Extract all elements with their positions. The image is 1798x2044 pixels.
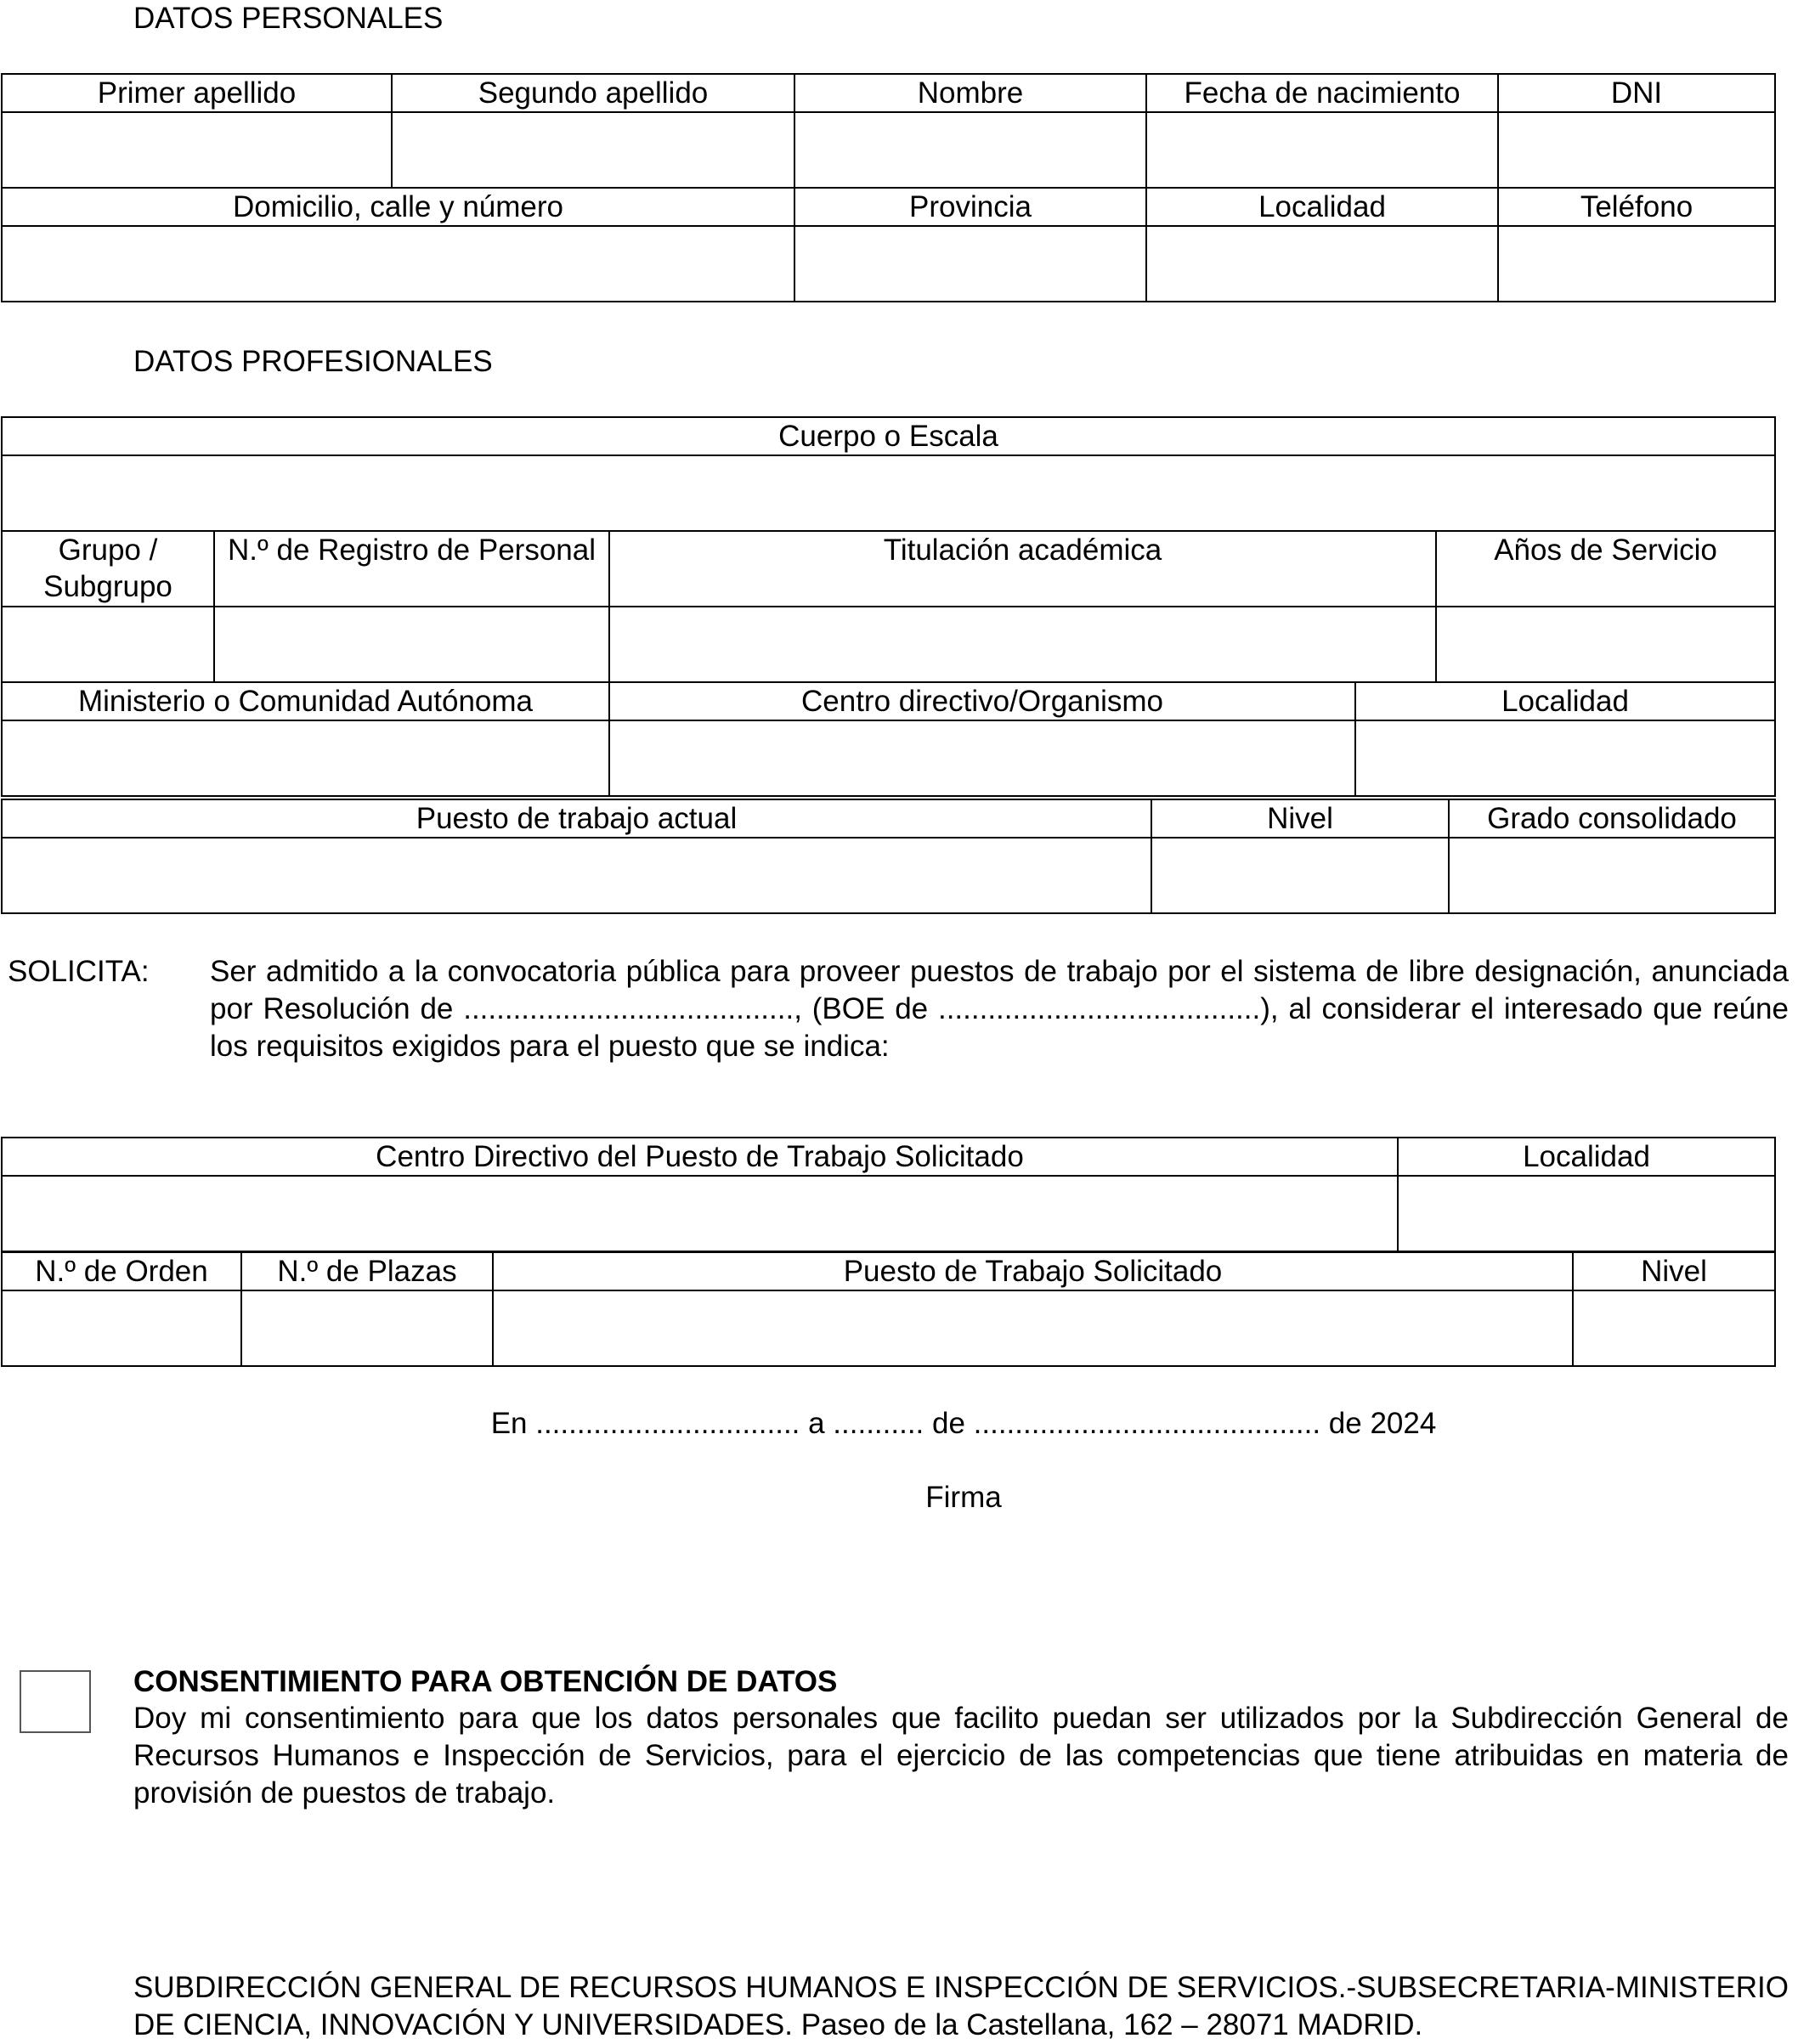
header-registry-number: N.º de Registro de Personal [214,531,609,607]
personal-data-heading: DATOS PERSONALES [133,2,444,35]
header-cuerpo-escala: Cuerpo o Escala [2,417,1775,455]
header-directive-center: Centro directivo/Organismo [609,682,1355,720]
header-group-subgroup: Grupo / Subgrupo [2,531,214,607]
academic-degree-field[interactable] [609,607,1436,682]
requested-center-table [1,1137,1776,1252]
request-text: Ser admitido a la convocatoria pública para proveer puestos de trabajo por el sistema de libre designación, anunciada por Resolución de ........................................, (BOE de .......................................), al considerar el interesado que reúne los requisitos exigidos para el puesto que se indica: [210,955,1789,1063]
header-address: Domicilio, calle y número [2,188,794,226]
header-locality: Localidad [1146,188,1498,226]
consolidated-grade-field[interactable] [1449,838,1775,913]
header-province: Provincia [794,188,1146,226]
header-requested-level: Nivel [1573,1252,1775,1290]
first-surname-field[interactable] [2,112,392,188]
header-dni: DNI [1498,74,1775,112]
current-level-field[interactable] [1151,838,1449,913]
places-number-field[interactable] [241,1290,493,1366]
cuerpo-escala-field[interactable] [2,455,1775,531]
signature-label: Firma [925,1481,1002,1514]
requested-position-field[interactable] [493,1290,1573,1366]
requested-position-table [1,1251,1776,1367]
group-subgroup-field[interactable] [2,607,214,682]
header-academic-degree: Titulación académica [609,531,1436,607]
address-field[interactable] [2,226,794,302]
header-requested-locality: Localidad [1398,1138,1775,1176]
dni-field[interactable] [1498,112,1775,188]
header-order-number: N.º de Orden [2,1252,241,1290]
header-name: Nombre [794,74,1146,112]
header-professional-locality: Localidad [1355,682,1775,720]
footer-address: SUBDIRECCIÓN GENERAL DE RECURSOS HUMANOS E INSPECCIÓN DE SERVICIOS.-SUBSECRETARIA-MINISTERIO DE CIENCIA, INNOVACIÓN Y UNIVERSIDADES. Paseo de la Castellana, 162 – 28071 MADRID. [133,1971,1789,2041]
directive-center-field[interactable] [609,720,1355,796]
header-birth-date: Fecha de nacimiento [1146,74,1498,112]
registry-number-field[interactable] [214,607,609,682]
header-current-level: Nivel [1151,799,1449,838]
place-date-line: En ................................ a ........... de .......................................... de 2024 [490,1407,1437,1440]
province-field[interactable] [794,226,1146,302]
consent-text: Doy mi consentimiento para que los datos personales que facilito puedan ser utilizados por la Subdirección General de Recursos Humanos e Inspección de Servicios, para el ejercicio de las competencias que tiene atribuidas en materia de provisión de puestos de trabajo. [133,1702,1789,1810]
header-ministry: Ministerio o Comunidad Autónoma [2,682,609,720]
requested-locality-field[interactable] [1398,1176,1775,1251]
order-number-field[interactable] [2,1290,241,1366]
header-requested-center: Centro Directivo del Puesto de Trabajo Solicitado [2,1138,1398,1176]
professional-locality-field[interactable] [1355,720,1775,796]
header-places-number: N.º de Plazas [241,1252,493,1290]
current-position-field[interactable] [2,838,1151,913]
requested-level-field[interactable] [1573,1290,1775,1366]
header-first-surname: Primer apellido [2,74,392,112]
ministry-field[interactable] [2,720,609,796]
locality-field[interactable] [1146,226,1498,302]
years-service-field[interactable] [1436,607,1775,682]
requested-center-field[interactable] [2,1176,1398,1251]
phone-field[interactable] [1498,226,1775,302]
header-phone: Teléfono [1498,188,1775,226]
consent-title: CONSENTIMIENTO PARA OBTENCIÓN DE DATOS [133,1665,838,1698]
current-position-table [1,799,1776,914]
header-years-service: Años de Servicio [1436,531,1775,607]
birth-date-field[interactable] [1146,112,1498,188]
header-current-position: Puesto de trabajo actual [2,799,1151,838]
second-surname-field[interactable] [392,112,794,188]
request-label: SOLICITA: [8,955,150,988]
personal-data-table [1,73,1776,302]
header-second-surname: Segundo apellido [392,74,794,112]
professional-data-table [1,416,1776,797]
name-field[interactable] [794,112,1146,188]
consent-checkbox[interactable] [20,1670,91,1733]
professional-data-heading: DATOS PROFESIONALES [133,345,493,378]
header-requested-position: Puesto de Trabajo Solicitado [493,1252,1573,1290]
header-consolidated-grade: Grado consolidado [1449,799,1775,838]
